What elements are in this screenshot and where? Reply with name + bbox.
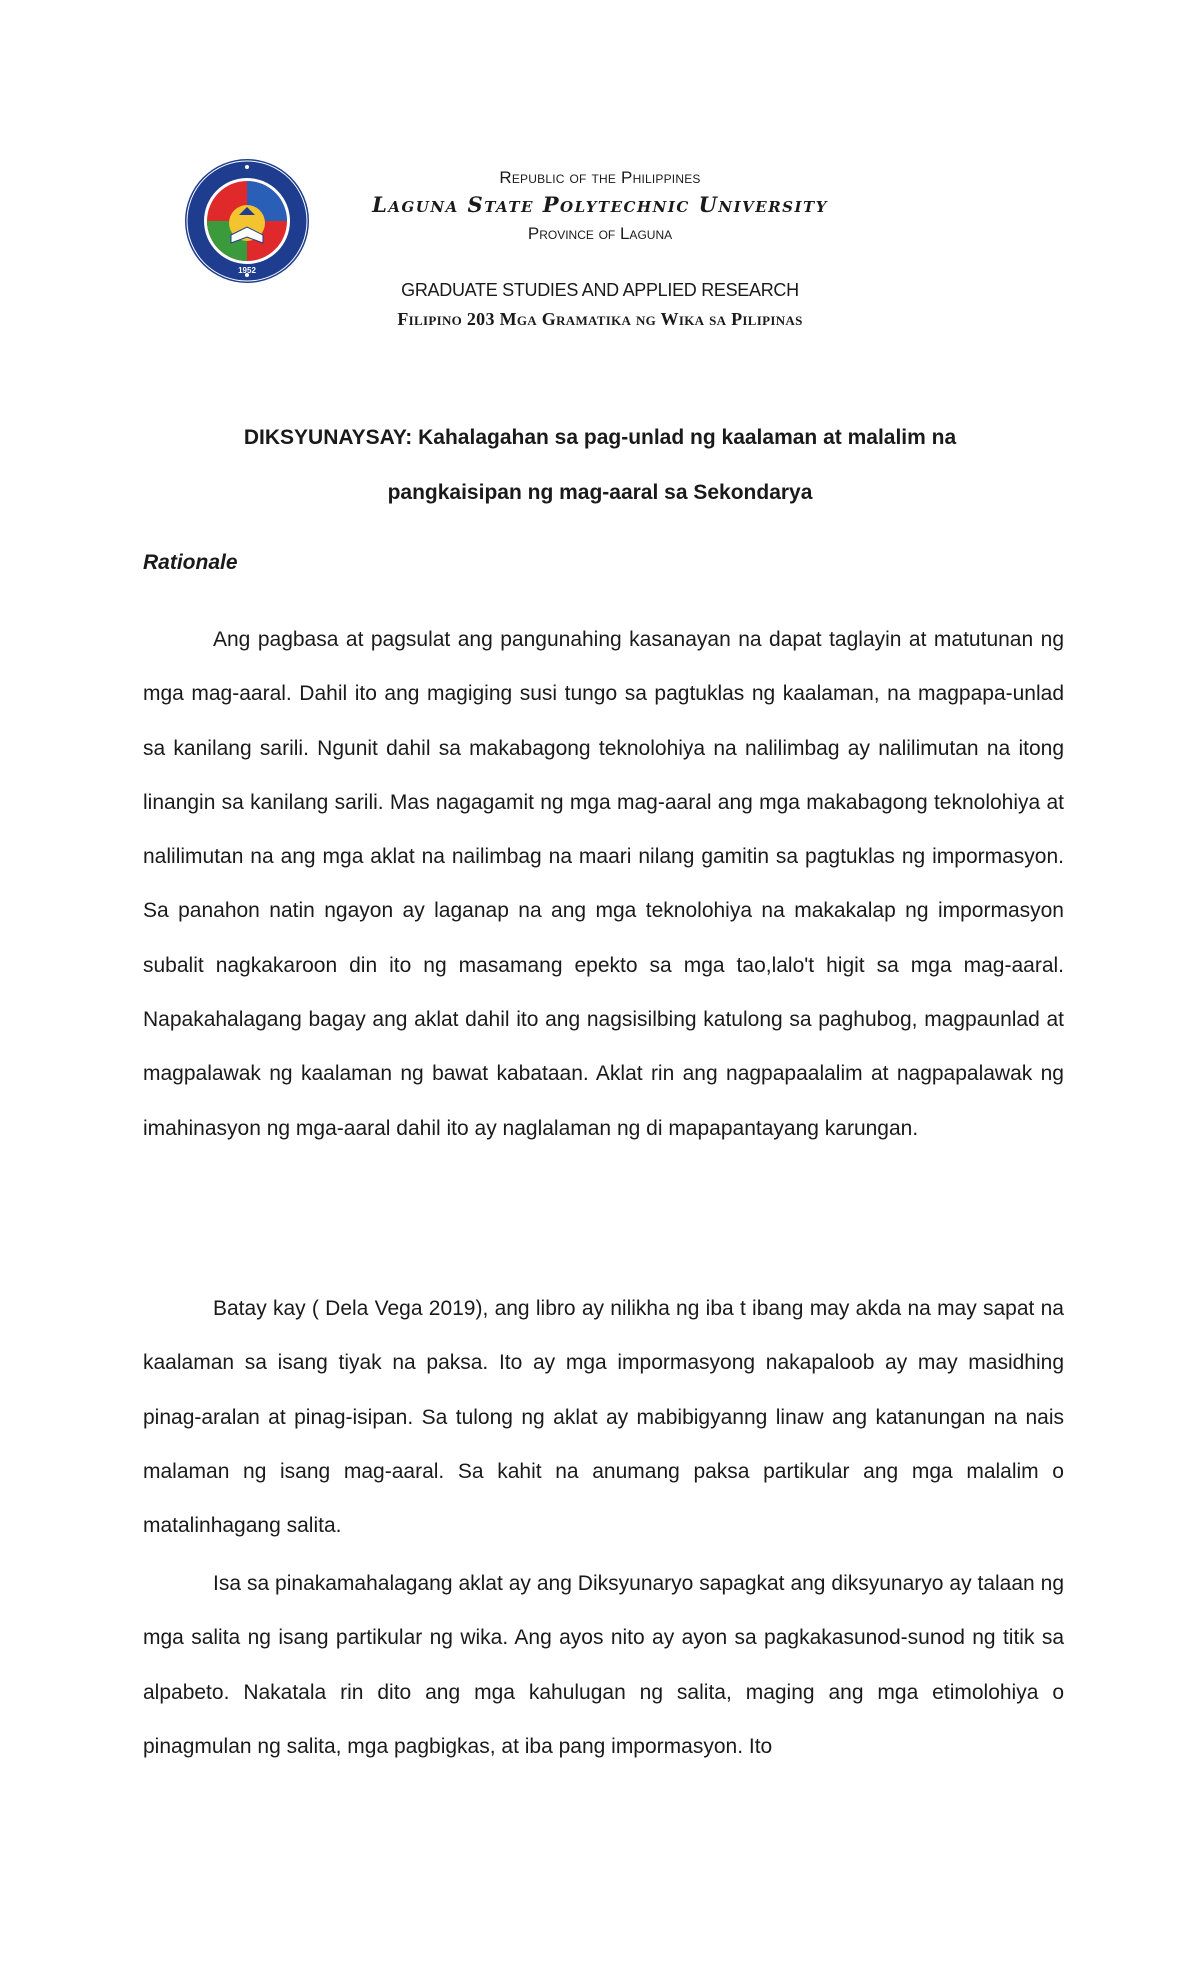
header-course: Filipino 203 Mga Gramatika ng Wika sa Pilipinas xyxy=(397,309,803,329)
document-title-line-1: DIKSYUNAYSAY: Kahalagahan sa pag-unlad ng kaalaman at malalim na xyxy=(243,426,957,449)
section-heading-rationale: Rationale xyxy=(143,551,238,574)
document-title-line-2: pangkaisipan ng mag-aaral sa Sekondarya xyxy=(387,481,813,504)
header-university: Laguna State Polytechnic University xyxy=(372,192,828,217)
body-paragraph-3: Isa sa pinakamahalagang aklat ay ang Diksyunaryo sapagkat ang diksyunaryo ay talaan ng mga salita ng isang partikular ng wika. Ang ayos nito ay ayon sa pagkakasunod-sunod ng titik sa alpabeto. Nakatala rin dito ang mga kahulugan ng salita, maging ang mga etimolohiya o pinagmulan ng salita, mga pagbigkas, at iba pang impormasyon. Ito xyxy=(143,1572,1064,1758)
header-graduate-studies: GRADUATE STUDIES AND APPLIED RESEARCH xyxy=(401,280,799,300)
body-paragraph-2: Batay kay ( Dela Vega 2019), ang libro ay nilikha ng iba t ibang may akda na may sapat na kaalaman sa isang tiyak na paksa. Ito ay mga impormasyong nakapaloob ay may masidhing pinag-aralan at pinag-isipan. Sa tulong ng aklat ay mabibigyanng linaw ang katanungan na nais malaman ng isang mag-aaral. Sa kahit na anumang paksa partikular ang mga malalim o matalinhagang salita. xyxy=(143,1297,1064,1538)
seal-year: 1952 xyxy=(238,266,256,275)
header-republic: Republic of the Philippines xyxy=(499,168,701,187)
body-paragraph-1: Ang pagbasa at pagsulat ang pangunahing kasanayan na dapat taglayin at matutunan ng mga mag-aaral. Dahil ito ang magiging susi tungo sa pagtuklas ng kaalaman, na magpapa-unlad sa kanilang sarili. Ngunit dahil sa makabagong teknolohiya na nalilimbag ay nalilimutan na itong linangin sa kanilang sarili. Mas nagagamit ng mga mag-aaral ang mga makabagong teknolohiya at nalilimutan na ang mga aklat na nailimbag na maari nilang gamitin sa pagtuklas ng impormasyon. Sa panahon natin ngayon ay laganap na ang mga teknolohiya na makakalap ng impormasyon subalit nagkakaroon din ito ng masamang epekto sa mga tao,lalo't higit sa mga mag-aaral. Napakahalagang bagay ang aklat dahil ito ang nagsisilbing katulong sa paghubog, magpaunlad at magpalawak ng kaalaman ng bawat kabataan. Aklat rin ang nagpapaalalim at nagpapalawak ng imahinasyon ng mga-aaral dahil ito ay naglalaman ng di mapapantayang karungan. xyxy=(143,628,1064,1140)
header-province: Province of Laguna xyxy=(527,224,673,243)
